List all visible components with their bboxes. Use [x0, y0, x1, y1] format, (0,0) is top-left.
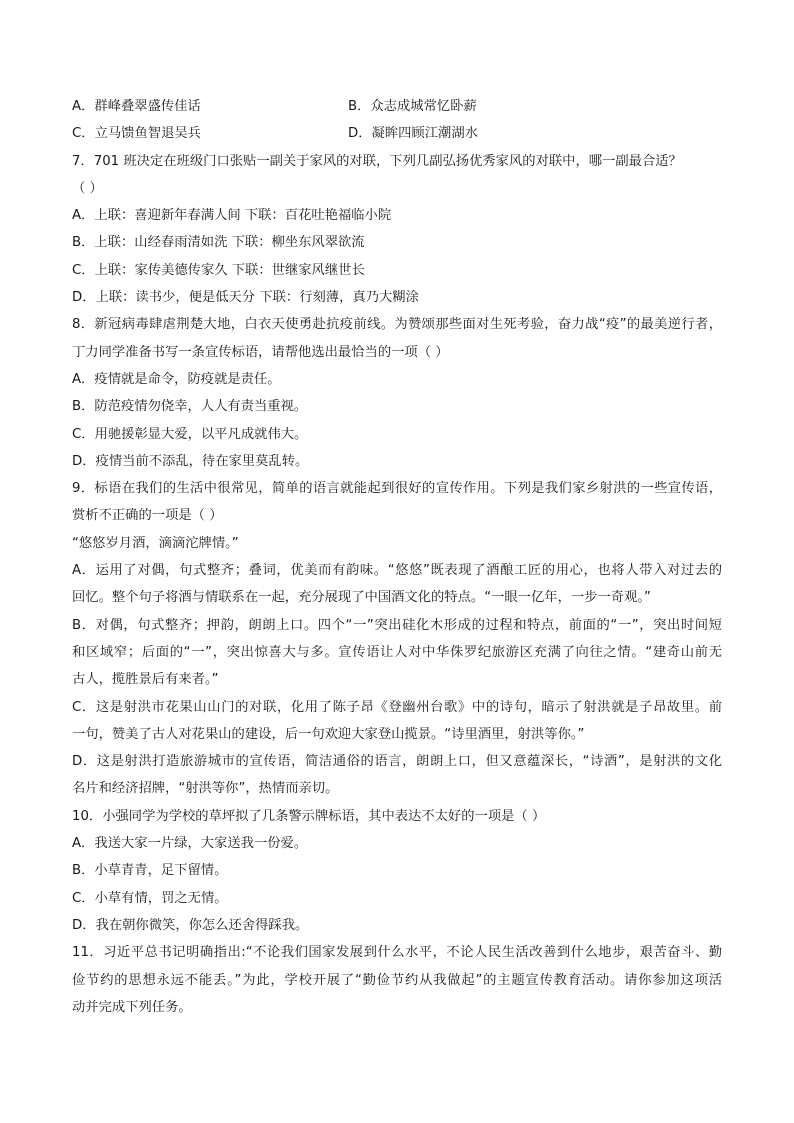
q8-option-c: C．用驰援彰显大爱，以平凡成就伟大。: [72, 426, 308, 442]
q7-option-a: A．上联：喜迎新年春满人间 下联：百花吐艳福临小院: [72, 208, 392, 224]
q10-option-a: A．我送大家一片绿，大家送我一份爱。: [72, 836, 308, 852]
q9-option-c-line-2: 一句，赞美了古人对花果山的建设，后一句欢迎大家登山揽景。“诗里酒里，射洪等你。”: [72, 726, 585, 742]
q8-stem-line-2: 丁力同学准备书写一条宣传标语，请帮他选出最恰当的一项（ ）: [72, 344, 449, 360]
question-8: [72, 311, 722, 475]
q9-option-c-line-1: C．这是射洪市花果山山门的对联，化用了陈子昂《登幽州台歌》中的诗句，暗示了射洪就是子昂故里。前: [72, 699, 722, 715]
q9-option-b-line-3: 古人，揽胜景后有来者。”: [72, 672, 219, 688]
q7-option-c: C．上联：家传美德传家久 下联：世继家风继世长: [72, 262, 365, 278]
q11-stem-line-3: 动并完成下列任务。: [72, 999, 192, 1015]
q9-stem-line-1: 9．标语在我们的生活中很常见，简单的语言就能起到很好的宣传作用。下列是我们家乡射洪的一些宣传语，: [72, 481, 722, 497]
q7-option-d: D．上联：读书少，便是低天分 下联：行刻薄，真乃大糊涂: [72, 290, 419, 306]
q8-option-d: D．疫情当前不添乱，待在家里莫乱转。: [72, 453, 309, 469]
q9-option-a-line-2: 回忆。整个句子将酒与情联系在一起，充分展现了中国酒文化的特点。“一眼一亿年，一步一奇观。”: [72, 590, 651, 606]
q9-stem-line-2: 赏析不正确的一项是（ ）: [72, 508, 223, 524]
q10-option-c: C．小草有情，罚之无情。: [72, 890, 228, 906]
q9-option-b-line-2: 和区域窄；后面的“一”，突出惊喜大与多。宣传语让人对中华侏罗纪旅游区充满了向往之情。“建奇山前无: [72, 644, 722, 660]
q9-option-d-line-2: 名片和经济招牌，“射洪等你”，热情而亲切。: [72, 781, 339, 797]
q11-stem-line-1: 11．习近平总书记明确指出:“不论我们国家发展到什么水平，不论人民生活改善到什么地步，艰苦奋斗、勤: [72, 945, 722, 961]
q9-quote: “悠悠岁月酒，滴滴沱牌情。”: [72, 535, 239, 551]
question-11: [72, 939, 722, 1021]
q11-stem-line-2: 俭节约的思想永远不能丢。”为此，学校开展了“勤俭节约从我做起”的主题宣传教育活动。请你参加这项活: [72, 972, 722, 988]
q9-option-d-line-1: D．这是射洪打造旅游城市的宣传语，简洁通俗的语言，朗朗上口，但又意蕴深长，“诗酒”，是射洪的文化: [72, 754, 722, 770]
q9-option-b-line-1: B．对偶，句式整齐；押韵，朗朗上口。四个“一”突出硅化木形成的过程和特点，前面的“一”，突出时间短: [72, 617, 722, 633]
q6-options-row-1: [72, 93, 722, 120]
question-9: [72, 475, 722, 803]
q10-option-d: D．我在朝你微笑，你怎么还舍得踩我。: [72, 917, 309, 933]
q10-stem: 10．小强同学为学校的草坪拟了几条警示牌标语，其中表达不太好的一项是（ ）: [72, 808, 546, 824]
q7-stem-line-1: 7．701 班决定在班级门口张贴一副关于家风的对联，下列几副弘扬优秀家风的对联中，哪一副最合适？: [72, 153, 682, 169]
q6-option-c: C．立马馈鱼智退吴兵: [72, 126, 201, 142]
q8-option-b: B．防范疫情勿侥幸，人人有责当重视。: [72, 399, 308, 415]
q10-option-b: B．小草青青，足下留情。: [72, 863, 228, 879]
question-7: [72, 148, 722, 312]
q6-options-row-2: [72, 120, 722, 147]
q6-option-d: D．凝眸四顾江潮湖水: [348, 126, 478, 142]
q7-option-b: B．上联：山经春雨清如洗 下联：柳坐东风翠欲流: [72, 235, 365, 251]
page-content: [72, 93, 722, 1021]
question-10: [72, 803, 722, 939]
q6-option-a: A．群峰叠翠盛传佳话: [72, 99, 201, 114]
q6-option-b: B．众志成城常忆卧薪: [348, 99, 477, 114]
q9-option-a-line-1: A．运用了对偶，句式整齐；叠词，优美而有韵味。“悠悠”既表现了酒酿工匠的用心，也将人带入对过去的: [72, 563, 722, 579]
q7-stem-line-2: （ ）: [72, 180, 103, 196]
q8-stem-line-1: 8．新冠病毒肆虐荆楚大地，白衣天使勇赴抗疫前线。为赞颂那些面对生死考验，奋力战“疫”的最美逆行者，: [72, 317, 722, 333]
q8-option-a: A．疫情就是命令，防疫就是责任。: [72, 371, 281, 387]
